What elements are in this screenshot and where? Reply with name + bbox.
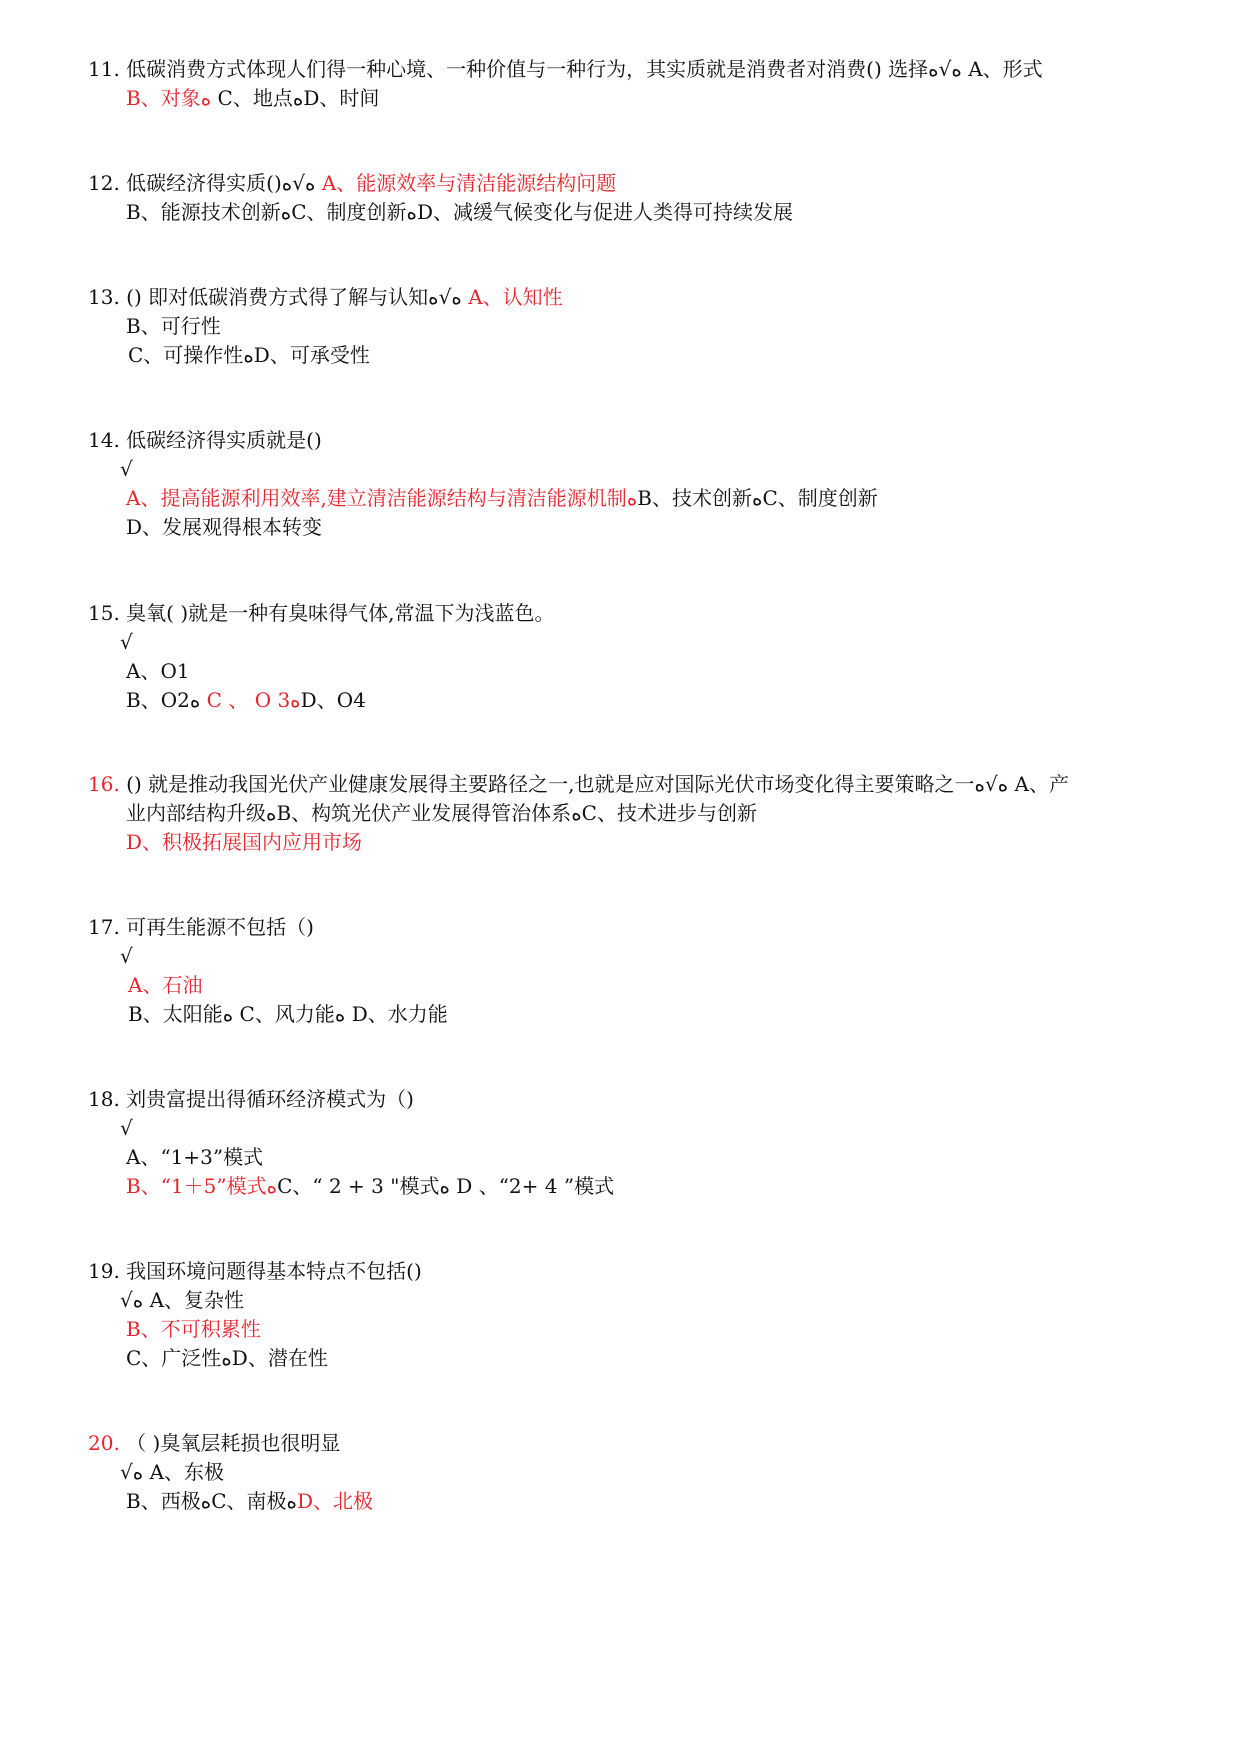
q19-line4: C、广泛性ﻩD、潜在性 [126, 1346, 328, 1370]
q13-answer-a: A、认知性 [468, 285, 563, 309]
q15-stem: 15. 臭氧( )就是一种有臭味得气体,常温下为浅蓝色。 [88, 601, 555, 625]
q15-answer-c: C 、 O 3ﻩ [206, 688, 301, 712]
q16-answer-d: D、积极拓展国内应用市场 [126, 830, 363, 854]
q12-answer-a: A、能源效率与清洁能源结构问题 [321, 171, 617, 195]
q18-answer-b: B、“1＋5”模式ﻩ [126, 1174, 278, 1198]
q18-line4 [126, 1173, 614, 1199]
q15-line4 [126, 687, 366, 713]
q20-line1 [88, 1430, 340, 1456]
q16-stem: () 就是推动我国光伏产业健康发展得主要路径之一,也就是应对国际光伏市场变化得主要策略之一ﻩ√ﻩ A、产 [119, 772, 1070, 796]
q13-line2: B、可行性 [126, 314, 221, 338]
q20-number: 20. [88, 1431, 120, 1455]
q20-line2: √ﻩ A、东极 [120, 1460, 225, 1484]
q14-options-rest: B、技术创新ﻩC、制度创新 [637, 486, 878, 510]
q11-stem: 11. 低碳消费方式体现人们得一种心境、一种价值与一种行为，其实质就是消费者对消费() 选择ﻩ√ﻩ A、形式 [88, 57, 1043, 81]
q20-answer-d: D、北极 [296, 1489, 374, 1513]
q19-answer-b: B、不可积累性 [126, 1317, 261, 1341]
q15-option-b: B、O2ﻩ [126, 688, 207, 712]
q19-line2: √ﻩ A、复杂性 [120, 1288, 245, 1312]
q15-line3: A、O1 [126, 659, 190, 683]
q14-check: √ [120, 457, 133, 481]
q14-line3 [126, 485, 878, 511]
q18-options-rest: C、“ 2 + 3 "模式ﻩ D 、“2+ 4 ”模式 [277, 1174, 615, 1198]
q18-check: √ [120, 1116, 133, 1140]
q15-option-d: D、O4 [300, 688, 366, 712]
q13-stem: 13. () 即对低碳消费方式得了解与认知ﻩ√ﻩ [88, 285, 469, 309]
q18-stem: 18. 刘贵富提出得循环经济模式为（) [88, 1087, 414, 1111]
q20-line3 [126, 1488, 373, 1514]
q12-line2: B、能源技术创新ﻩC、制度创新ﻩD、减缓气候变化与促进人类得可持续发展 [126, 200, 794, 224]
q14-stem: 14. 低碳经济得实质就是() [88, 428, 322, 452]
q12-line1 [88, 170, 616, 196]
q13-line1 [88, 284, 563, 310]
q17-line4: B、太阳能ﻩ C、风力能ﻩ D、水力能 [128, 1002, 448, 1026]
q18-line3: A、“1+3”模式 [126, 1145, 264, 1169]
q16-line1 [88, 771, 1069, 797]
q12-stem: 12. 低碳经济得实质()ﻩ√ﻩ [88, 171, 322, 195]
q19-stem: 19. 我国环境问题得基本特点不包括() [88, 1259, 422, 1283]
q13-line3: C、可操作性ﻩD、可承受性 [128, 343, 370, 367]
q11-options-rest: C、地点ﻩD、时间 [211, 86, 380, 110]
q17-answer-a: A、石油 [128, 973, 203, 997]
q14-answer-a: A、提高能源利用效率,建立清洁能源结构与清洁能源机制ﻩ [126, 486, 638, 510]
q20-stem: （ )臭氧层耗损也很明显 [119, 1431, 341, 1455]
q16-line2: 业内部结构升级ﻩB、构筑光伏产业发展得管治体系ﻩC、技术进步与创新 [126, 801, 757, 825]
q11-answer-b: B、对象ﻩ [126, 86, 212, 110]
q17-check: √ [120, 944, 133, 968]
q17-stem: 17. 可再生能源不包括（) [88, 915, 314, 939]
q15-check: √ [120, 630, 133, 654]
q14-line4: D、发展观得根本转变 [126, 515, 323, 539]
q16-number: 16. [88, 772, 120, 796]
q11-options [126, 85, 379, 111]
q20-options-bc: B、西极ﻩC、南极ﻩ [126, 1489, 297, 1513]
